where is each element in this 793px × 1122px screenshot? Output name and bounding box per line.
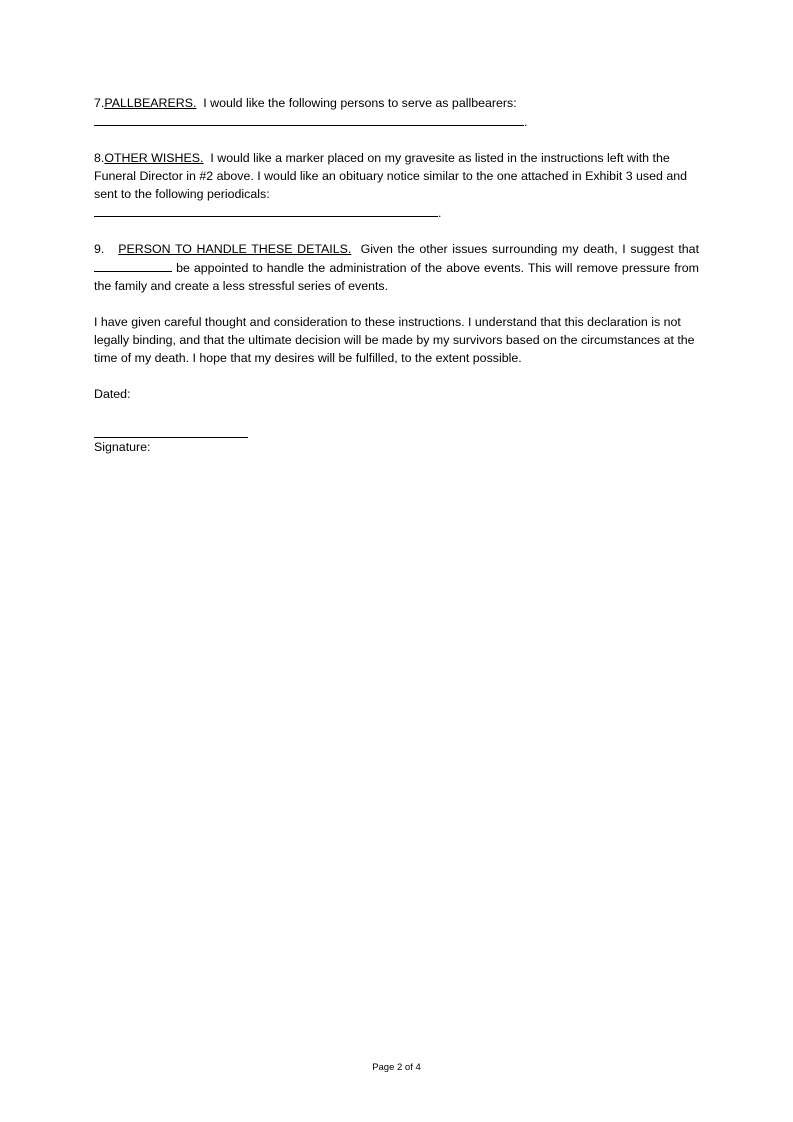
dated-block bbox=[94, 385, 699, 403]
declaration-paragraph bbox=[94, 313, 699, 367]
periodicals-blank-line bbox=[94, 203, 699, 222]
blank-end-period: . bbox=[438, 206, 442, 220]
section-heading: OTHER WISHES. bbox=[104, 151, 204, 165]
signature-label: Signature: bbox=[94, 440, 151, 454]
pallbearers-blank-line bbox=[94, 112, 699, 131]
section-number: 8. bbox=[94, 151, 105, 165]
signature-block bbox=[94, 421, 699, 456]
dated-label: Dated: bbox=[94, 387, 131, 401]
section-person-to-handle bbox=[94, 240, 699, 295]
section-pallbearers-line bbox=[94, 94, 699, 112]
section-heading: PALLBEARERS. bbox=[104, 96, 197, 110]
document-body bbox=[94, 94, 699, 456]
person-name-fill-blank[interactable] bbox=[94, 258, 172, 272]
section-person-to-handle-text bbox=[94, 240, 699, 295]
blank-end-period: . bbox=[524, 115, 528, 129]
section-text-before: Given the other issues surrounding my death, I suggest that bbox=[360, 242, 700, 256]
page-footer: Page 2 of 4 bbox=[372, 1062, 421, 1073]
section-number: 7. bbox=[94, 96, 105, 110]
section-pallbearers bbox=[94, 94, 699, 131]
section-other-wishes bbox=[94, 149, 699, 222]
section-other-wishes-text bbox=[94, 149, 699, 203]
section-text: I would like a marker placed on my gravesite as listed in the instructions left with the Funeral Director in #2 above. I would like an obituary notice similar to the one attached in Exhibit 3 used and sent to the following periodicals: bbox=[94, 151, 688, 201]
periodicals-fill-blank[interactable] bbox=[94, 203, 438, 217]
section-text: I would like the following persons to serve as pallbearers: bbox=[203, 96, 517, 110]
section-text-after: be appointed to handle the administration of the above events. This will remove pressure from the family and create a less stressful series of events. bbox=[94, 261, 699, 293]
declaration-text: I have given careful thought and consideration to these instructions. I understand that this declaration is not legally binding, and that the ultimate decision will be made by my survivors based on the circumstances at the time of my death. I hope that my desires will be fulfilled, to the extent possible. bbox=[94, 315, 695, 365]
pallbearers-fill-blank[interactable] bbox=[94, 112, 524, 126]
section-number: 9. bbox=[94, 242, 105, 256]
section-heading: PERSON TO HANDLE THESE DETAILS. bbox=[118, 242, 352, 256]
signature-line[interactable] bbox=[94, 421, 248, 438]
